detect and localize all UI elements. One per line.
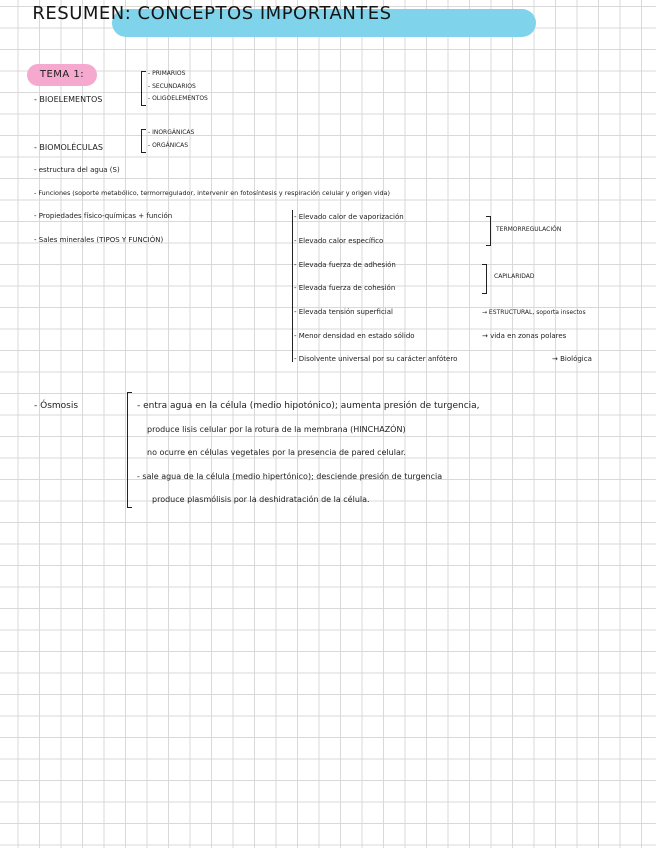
prop-tension: - Elevada tensión superficial (294, 308, 393, 316)
bioelementos-item-oligoelementos: - OLIGOELEMENTOS (148, 95, 208, 102)
prop-densidad: - Menor densidad en estado sólido (294, 332, 415, 340)
bioelementos-item-secundarios: - SECUNDARIOS (148, 83, 196, 90)
bioelementos-item-primarios: - PRIMARIOS (148, 70, 186, 77)
list-item-funciones: - Funciones (soporte metabólico, termorregulador, intervenir en fotosíntesis y respiración celular y origen vida) (34, 189, 390, 197)
prop-calor-vaporizacion: - Elevado calor de vaporización (294, 213, 404, 221)
list-item-propiedades: - Propiedades físico-químicas + función (34, 212, 173, 220)
list-item-estructura: - estructura del agua (S) (34, 166, 120, 174)
osmosis-brace (127, 392, 132, 508)
biomoleculas-item-inorganicas: - INORGÁNICAS (148, 129, 195, 136)
biomoleculas-item-organicas: - ORGÁNICAS (148, 142, 189, 149)
osmosis-line-4: - sale agua de la célula (medio hipertónico); desciende presión de turgencia (137, 472, 443, 481)
propiedades-bracket (292, 210, 293, 362)
prop-calor-especifico: - Elevado calor específico (294, 237, 384, 245)
bioelementos-label: - BIOELEMENTOS (34, 95, 103, 104)
capilaridad-brace (482, 264, 487, 294)
osmosis-line-3: no ocurre en células vegetales por la presencia de pared celular. (147, 448, 406, 457)
prop-disolvente: - Disolvente universal por su carácter anfótero (294, 355, 458, 363)
result-densidad: → vida en zonas polares (482, 332, 567, 340)
prop-cohesion: - Elevada fuerza de cohesión (294, 284, 396, 292)
biomoleculas-brace (141, 129, 146, 153)
result-disolvente: → Biológica (552, 355, 592, 363)
list-item-sales: - Sales minerales (TIPOS Y FUNCIÓN) (34, 236, 164, 244)
prop-adhesion: - Elevada fuerza de adhesión (294, 261, 396, 269)
osmosis-line-2: produce lisis celular por la rotura de la membrana (HINCHAZÓN) (147, 425, 406, 434)
group-capilaridad: CAPILARIDAD (494, 273, 535, 280)
osmosis-line-5: produce plasmólisis por la deshidratación de la célula. (152, 495, 370, 504)
termo-brace (486, 216, 491, 246)
biomoleculas-label: - BIOMOLÉCULAS (34, 143, 103, 152)
tema-label: TEMA 1: (27, 64, 97, 86)
page-title: RESUMEN: CONCEPTOS IMPORTANTES (32, 3, 392, 24)
result-tension: → ESTRUCTURAL, soporta insectos (482, 309, 586, 316)
osmosis-label: - Ósmosis (34, 401, 79, 411)
group-termorregulacion: TERMORREGULACIÓN (496, 226, 562, 233)
bioelementos-brace (141, 71, 146, 106)
osmosis-line-1: - entra agua en la célula (medio hipotónico); aumenta presión de turgencia, (137, 401, 480, 411)
